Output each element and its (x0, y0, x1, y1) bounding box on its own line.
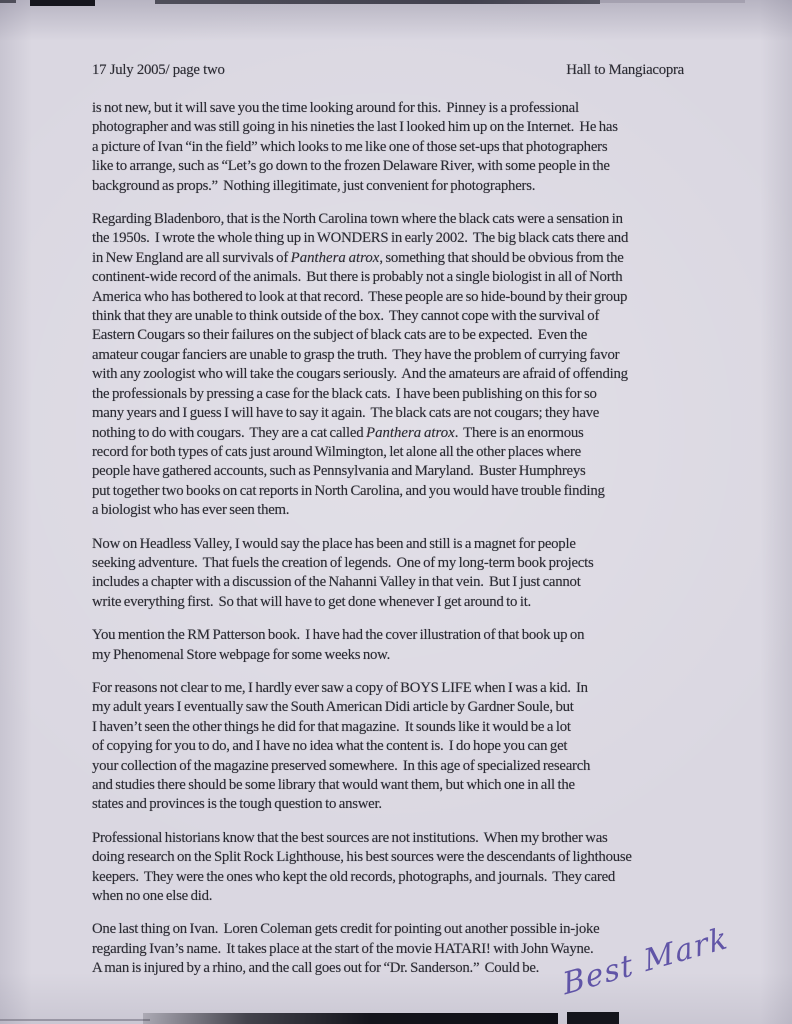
paragraph-line: Now on Headless Valley, I would say the place has been and still is a magnet for people (92, 535, 576, 552)
paragraph-line: nothing to do with cougars. They are a cat called Panthera atrox. There is an enormous (92, 424, 584, 441)
paragraph-line: doing research on the Split Rock Lighthouse, his best sources were the descendants of lighthouse (92, 849, 632, 866)
paragraph-line: and studies there should be some library that would want them, but which one in all the (92, 777, 575, 793)
paragraph-line: For reasons not clear to me, I hardly ever saw a copy of BOYS LIFE when I was a kid. In (92, 679, 588, 696)
paragraph-line: I haven’t seen the other things he did for that magazine. It sounds like it would be a lot (92, 718, 571, 735)
paragraph-line: of copying for you to do, and I have no idea what the content is. I do hope you can get (92, 738, 568, 755)
paragraph-line: my Phenomenal Store webpage for some weeks now. (92, 646, 391, 663)
scan-artifact-bottom-bar-main (143, 1013, 558, 1024)
paragraph-line: Professional historians know that the best sources are not institutions. When my brother was (92, 829, 608, 846)
paragraph-line: includes a chapter with a discussion of the Nahanni Valley in that vein. But I just cannot (92, 574, 581, 591)
header-correspondents: Hall to Mangiacopra (566, 62, 684, 78)
paragraph-line: You mention the RM Patterson book. I have had the cover illustration of that book up on (92, 627, 585, 644)
paragraph-line: a picture of Ivan “in the field” which looks to me like one of those set-ups that photographers (92, 138, 608, 155)
paragraph (92, 626, 732, 665)
paragraph-line: think that they are unable to think outside of the box. They cannot cope with the survival of (92, 308, 600, 325)
paragraph-line: amateur cougar fanciers are unable to grasp the truth. They have the problem of currying favor (92, 346, 620, 363)
paragraph (92, 679, 732, 815)
paragraph-line: A man is injured by a rhino, and the call goes out for “Dr. Sanderson.” Could be. (92, 960, 540, 977)
paragraph (92, 99, 732, 196)
scan-artifact-top-bar-left (30, 0, 95, 6)
paragraph-line: when no one else did. (92, 888, 213, 905)
letter-body (92, 99, 732, 979)
paragraph-line: One last thing on Ivan. Loren Coleman gets credit for pointing out another possible in-joke (92, 921, 600, 938)
paragraph-line: my adult years I eventually saw the South American Didi article by Gardner Soule, but (92, 699, 574, 716)
paragraph-line: is not new, but it will save you the time looking around for this. Pinney is a professional (92, 100, 579, 116)
paragraph-line: keepers. They were the ones who kept the old records, photographs, and journals. They cared (92, 868, 616, 885)
paragraph-line: with any zoologist who will take the cougars seriously. And the amateurs are afraid of offending (92, 366, 628, 383)
paragraph-line: continent-wide record of the animals. But there is probably not a single biologist in all of North (92, 269, 623, 286)
scan-artifact-top-bar-right (600, 0, 745, 3)
paragraph-line: a biologist who has ever seen them. (92, 502, 290, 519)
paragraph-line: the professionals by pressing a case for the black cats. I have been publishing on this for so (92, 385, 597, 402)
handwritten-signature: Best Mark (560, 920, 732, 1003)
paragraph-line: put together two books on cat reports in North Carolina, and you would have trouble finding (92, 482, 605, 499)
paragraph-line: the 1950s. I wrote the whole thing up in WONDERS in early 2002. The big black cats there and (92, 230, 629, 247)
paragraph-line: Regarding Bladenboro, that is the North Carolina town where the black cats were a sensation in (92, 211, 623, 228)
paragraph-line: regarding Ivan’s name. It takes place at the start of the movie HATARI! with John Wayne. (92, 940, 594, 957)
paragraph-line: background as props.” Nothing illegitimate, just convenient for photographers. (92, 177, 536, 194)
paragraph (92, 829, 732, 907)
paragraph-line: America who has bothered to look at that record. These people are so hide-bound by their group (92, 288, 628, 305)
paragraph (92, 210, 732, 521)
paragraph-line: Eastern Cougars so their failures on the subject of black cats are to be expected. Even the (92, 327, 588, 344)
scan-artifact-top-bar-center (155, 0, 600, 4)
header-date-page-number: 17 July 2005/ page two (92, 62, 225, 78)
scan-artifact-bottom-line (0, 1019, 150, 1021)
paragraph-line: your collection of the magazine preserved somewhere. In this age of specialized research (92, 757, 591, 774)
paragraph-line: like to arrange, such as “Let’s go down to the frozen Delaware River, with some people in the (92, 158, 610, 175)
paragraph-line: states and provinces is the tough question to answer. (92, 796, 382, 813)
paragraph-line: people have gathered accounts, such as Pennsylvania and Maryland. Buster Humphreys (92, 463, 586, 480)
paragraph-line: write everything first. So that will have to get done whenever I get around to it. (92, 593, 532, 610)
paragraph-line: photographer and was still going in his nineties the last I looked him up on the Internet. He has (92, 119, 618, 136)
paragraph-line: seeking adventure. That fuels the creation of legends. One of my long-term book projects (92, 554, 594, 571)
paragraph (92, 535, 732, 613)
paragraph-line: many years and I guess I will have to say it again. The black cats are not cougars; they have (92, 405, 600, 422)
paragraph-line: in New England are all survivals of Panthera atrox, something that should be obvious from the (92, 249, 624, 266)
letter-header (92, 62, 684, 79)
paragraph-line: record for both types of cats just around Wilmington, let alone all the other places where (92, 443, 581, 460)
scan-artifact-top-streak (0, 0, 16, 3)
scan-artifact-bottom-bar-right (567, 1012, 619, 1024)
